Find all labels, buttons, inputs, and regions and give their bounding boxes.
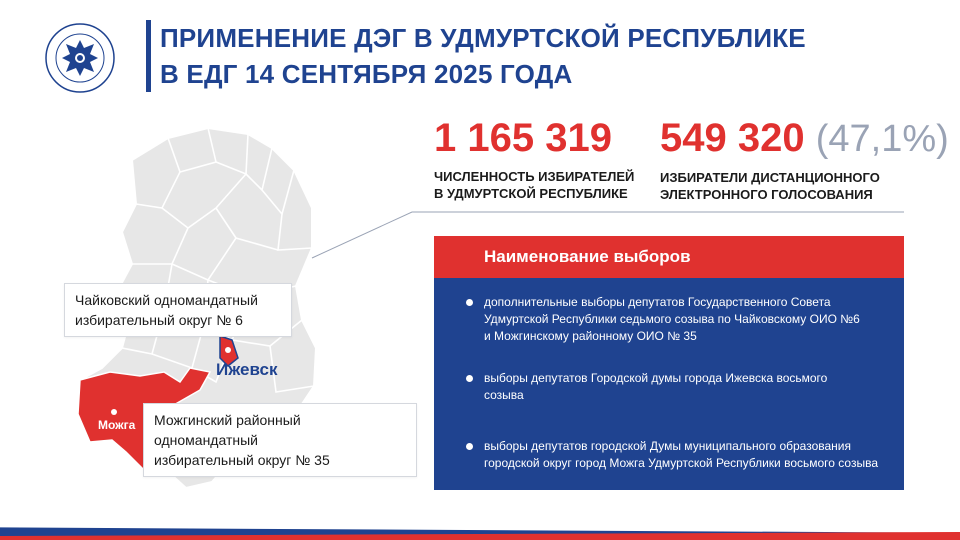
stat-caption: ЧИСЛЕННОСТЬ ИЗБИРАТЕЛЕЙ В УДМУРТСКОЙ РЕСПУБЛИКЕ	[434, 169, 635, 201]
stat-voters-total	[434, 116, 634, 202]
page-title	[160, 20, 840, 92]
stat-voters-deg	[660, 116, 949, 203]
list-item: дополнительные выборы депутатов Государственного Совета Удмуртской Республики седьмого созыва по Чайковскому ОИО №6 и Можгинскому районному ОИО № 35	[484, 294, 884, 345]
stat-value: 549 320 (47,1%)	[660, 116, 949, 160]
elections-list	[434, 278, 904, 490]
bullet-icon	[466, 299, 473, 306]
list-item: выборы депутатов городской Думы муниципального образования городской округ город Можга Удмуртской Республики восьмого созыва	[484, 438, 884, 472]
cik-emblem-icon	[44, 22, 116, 94]
callout-chaikovsky: Чайковский одномандатный избирательный округ № 6	[64, 283, 292, 337]
bullet-icon	[466, 375, 473, 382]
map-label-izhevsk: Ижевск	[216, 360, 278, 379]
callout-mozhga: Можгинский районный одномандатный избирательный округ № 35	[143, 403, 417, 477]
elections-heading: Наименование выборов	[434, 236, 904, 278]
map-label-mozhga: Можга	[98, 418, 136, 432]
title-line-2: В ЕДГ 14 СЕНТЯБРЯ 2025 ГОДА	[160, 59, 573, 89]
elections-panel	[434, 236, 904, 490]
stat-percent: (47,1%)	[815, 118, 949, 160]
title-accent-bar	[146, 20, 151, 92]
title-line-1: ПРИМЕНЕНИЕ ДЭГ В УДМУРТСКОЙ РЕСПУБЛИКЕ	[160, 23, 806, 53]
stat-caption: ИЗБИРАТЕЛИ ДИСТАНЦИОННОГО ЭЛЕКТРОННОГО ГОЛОСОВАНИЯ	[660, 170, 880, 202]
stat-value: 1 165 319	[434, 116, 612, 160]
bullet-icon	[466, 443, 473, 450]
list-item: выборы депутатов Городской думы города Ижевска восьмого созыва	[484, 370, 884, 404]
